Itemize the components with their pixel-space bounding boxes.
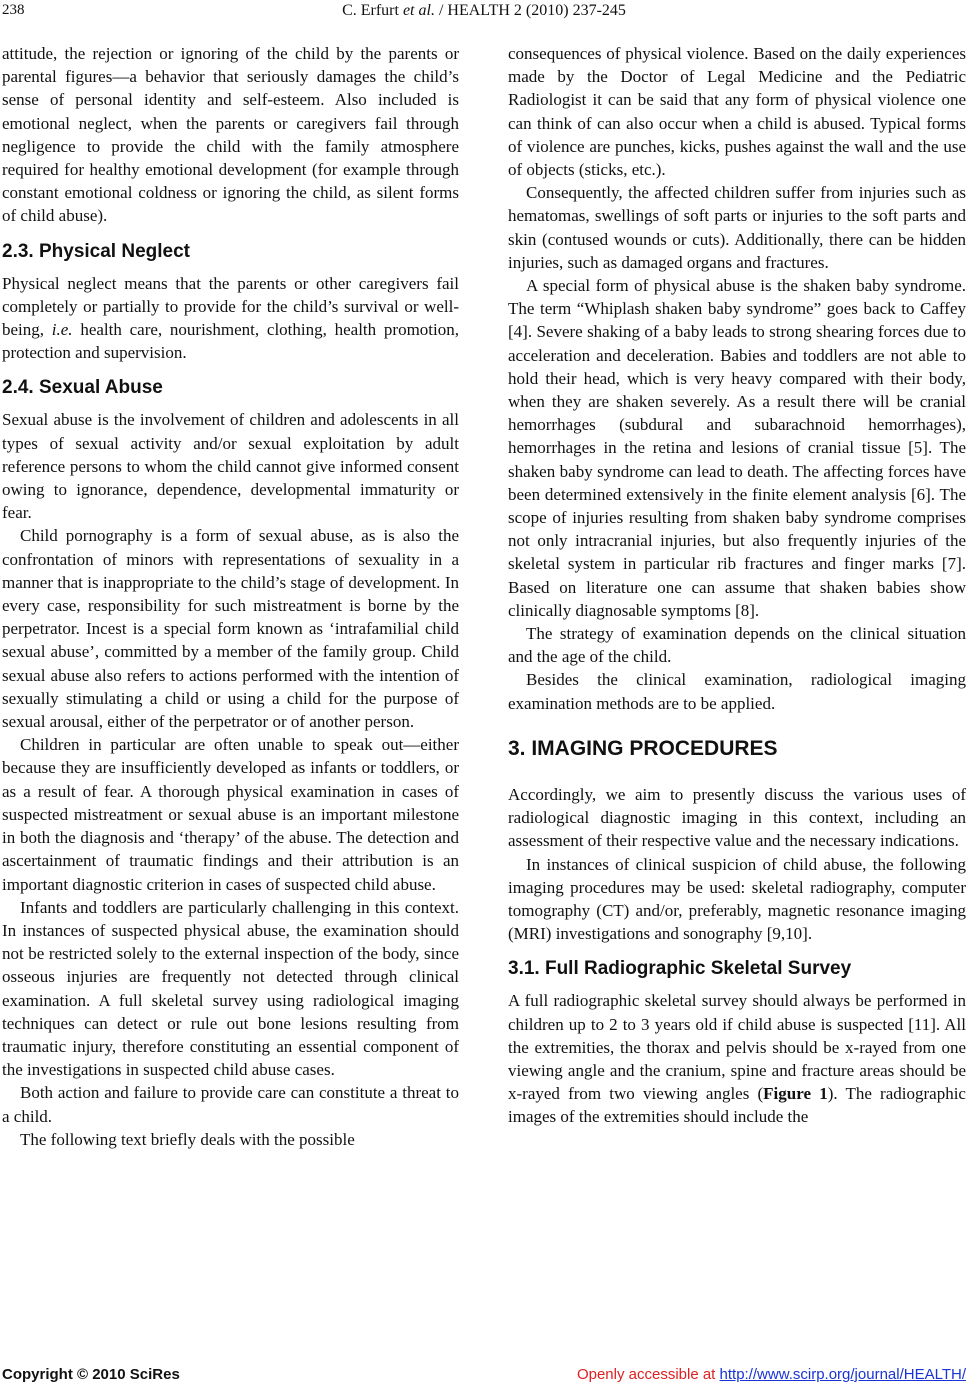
running-head-authors: C. Erfurt: [342, 2, 403, 19]
page-header: [0, 0, 968, 30]
paragraph: Sexual abuse is the involvement of children and adolescents in all types of sexual activity and/or sexual exploitation by adult reference persons to whom the child cannot give informed consent owing to ignorance, dependence, developmental immaturity or fear.: [2, 410, 459, 523]
paragraph: Accordingly, we aim to presently discuss the various uses of radiological diagnostic imaging in this context, including an assessment of their respective value and the necessary indications.: [508, 784, 966, 851]
section-heading-physical-neglect: 2.3. Physical Neglect: [2, 240, 190, 262]
running-head-journal: / HEALTH 2 (2010) 237-245: [434, 2, 626, 19]
paragraph: Infants and toddlers are particularly challenging in this context. In instances of suspected physical abuse, the examination should not be restricted solely to the external inspection of the body, since osseous injuries are frequently not detected through clinical examination. A full skeletal survey using radiological imaging techniques can detect or rule out bone lesions resulting from traumatic injury, therefore constituting an essential component of the investigations in suspected child abuse cases.: [2, 897, 459, 1080]
running-head: [0, 2, 968, 20]
paragraph: Children in particular are often unable to speak out—either because they are insufficiently developed as infants or toddlers, or as a result of fear. A thorough physical examination in cases of suspected mistreatment or sexual abuse is an important milestone in both the diagnosis and ‘therapy’ of the abuse. The detection and ascertainment of traumatic findings and their attribution is an important diagnostic criterion in cases of suspected child abuse.: [2, 735, 459, 894]
section-heading-imaging-procedures: 3. IMAGING PROCEDURES: [508, 736, 778, 760]
section-heading-sexual-abuse: 2.4. Sexual Abuse: [2, 377, 163, 399]
page-number: 238: [2, 2, 25, 18]
left-column: [2, 42, 459, 1151]
paragraph: Both action and failure to provide care can constitute a threat to a child.: [2, 1083, 459, 1126]
paragraph: attitude, the rejection or ignoring of the child by the parents or parental figures—a behavior that seriously damages the child’s sense of personal identity and self-esteem. Also included is emotional neglect, when the parents or caregivers fail through negligence to provide the child with the family atmosphere required for healthy emotional development (for example through constant emotional coldness or ignoring the child, as silent forms of child abuse).: [2, 44, 459, 226]
paragraph: The strategy of examination depends on the clinical situation and the age of the child.: [508, 624, 966, 667]
paragraph: [508, 989, 966, 1128]
paragraph-text: Physical neglect means that the parents or other caregivers fail completely or partially to provide for the child’s survival or well-being,: [2, 273, 459, 340]
open-access-notice: [577, 1366, 966, 1383]
paragraph: Consequently, the affected children suffer from injuries such as hematomas, swellings of soft parts or injuries to the soft parts and skin (contused wounds or cuts). Additionally, there can be hidden injuries, such as damaged organs and fractures.: [508, 183, 966, 272]
journal-link[interactable]: http://www.scirp.org/journal/HEALTH/: [719, 1366, 966, 1383]
right-column: [508, 42, 966, 1129]
paragraph-text: ). The radiographic images of the extremities should include the: [508, 1084, 966, 1127]
paragraph: In instances of clinical suspicion of child abuse, the following imaging procedures may be used: skeletal radiography, computer tomography (CT) and/or, preferably, magnetic resonance imaging (MRI) investigations and sonography [9,10].: [508, 854, 966, 944]
paragraph: The following text briefly deals with the possible: [20, 1129, 355, 1149]
paragraph: [2, 272, 459, 365]
paragraph-text: A full radiographic skeletal survey should always be performed in children up to 2 to 3 years old if child abuse is suspected [11]. All the extremities, the thorax and pelvis should be x-rayed from one viewing angle and the cranium, spine and fracture areas should be x-rayed from two viewing angles (: [508, 991, 966, 1104]
section-heading-full-skeletal-survey: 3.1. Full Radiographic Skeletal Survey: [508, 958, 852, 980]
running-head-et-al: et al.: [402, 2, 435, 19]
paragraph: consequences of physical violence. Based on the daily experiences made by the Doctor of Legal Medicine and the Pediatric Radiologist it can be said that any form of physical violence one can think of can also occur when a child is abused. Typical forms of violence are punches, kicks, pushes against the wall and the use of objects (sticks, etc.).: [508, 44, 966, 180]
copyright-notice: Copyright © 2010 SciRes: [2, 1366, 180, 1383]
paragraph: Besides the clinical examination, radiological imaging examination methods are to be applied.: [508, 670, 966, 713]
page-footer: [0, 1364, 968, 1388]
italic-text: i.e.: [51, 320, 73, 340]
paragraph-text: health care, nourishment, clothing, health promotion, protection and supervision.: [2, 320, 459, 363]
paragraph: Child pornography is a form of sexual abuse, as is also the confrontation of minors with representations of sexuality in a manner that is inappropriate to the child’s stage of development. In every case, responsibility for such mistreatment is borne by the perpetrator. Incest is a special form known as ‘intrafamilial child sexual abuse’, committed by a member of the family group. Child sexual abuse also refers to actions performed with the intention of sexually stimulating a child or using a child for the purpose of sexual arousal, either of the perpetrator or of another person.: [2, 526, 459, 732]
paragraph: A special form of physical abuse is the shaken baby syndrome. The term “Whiplash shaken baby syndrome” goes back to Caffey [4]. Severe shaking of a baby leads to strong shearing forces due to acceleration and deceleration. Babies and toddlers are not able to hold their head, which is very heavy compared with their body, when they are shaken severely. As a result there will be cranial hemorrhages (subdural and subarachnoid hemorrhages), hemorrhages in the retina and lesions of cranial tissue [5]. The shaken baby syndrome can lead to death. The affecting forces have been determined extensively in the finite element analysis [6]. The scope of injuries resulting from shaken baby syndrome comprises not only intracranial injuries, but also frequently injuries of the skeletal system in particular rib fractures and finger marks [7]. Based on literature one can assume that shaken babies show clinically diagnosable symptoms [8].: [508, 276, 966, 620]
figure-reference: Figure 1: [763, 1084, 828, 1104]
open-access-label: Openly accessible at: [576, 1366, 720, 1383]
